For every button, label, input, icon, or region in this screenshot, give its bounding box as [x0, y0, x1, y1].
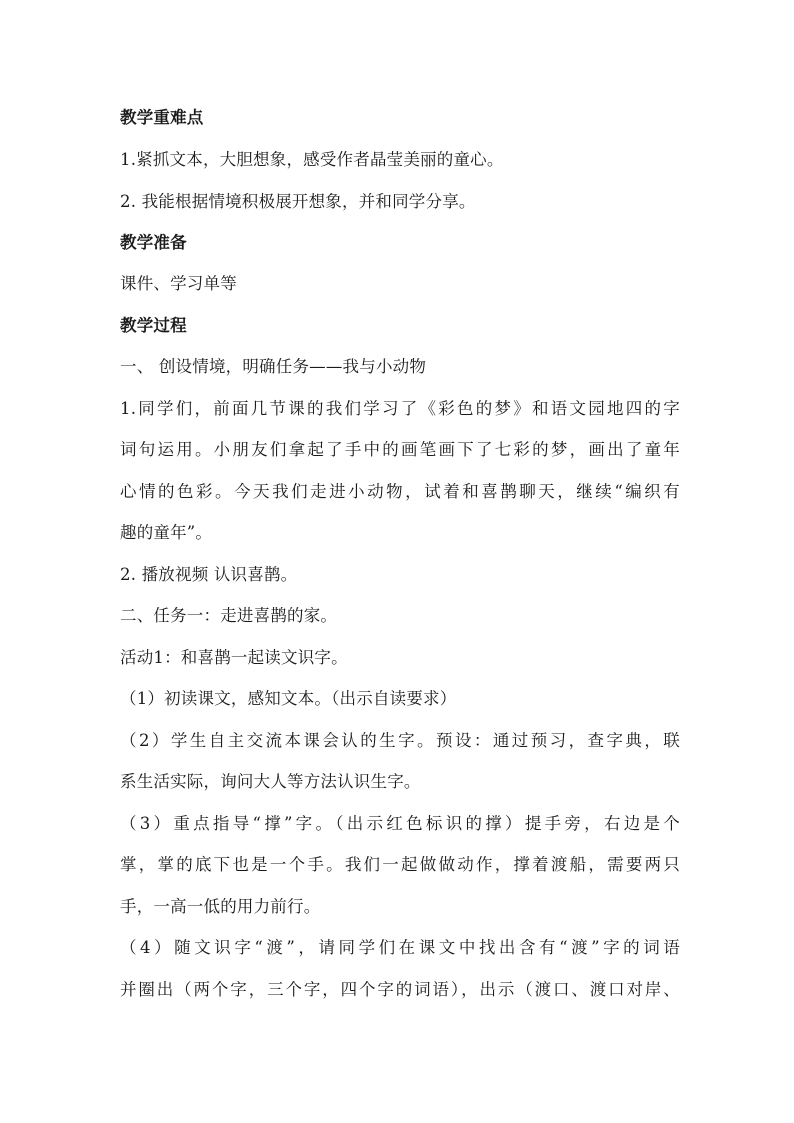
paragraph-1-line-2: 词句运用。小朋友们拿起了手中的画笔画下了七彩的梦，画出了童年 [120, 440, 680, 459]
activity-item-1: （1）初读课文，感知文本。（出示自读要求） [120, 689, 457, 708]
section-heading-process: 教学过程 [120, 316, 187, 335]
activity-item-3-line-3: 手，一高一低的用力前行。 [120, 897, 321, 916]
section-heading-key-points: 教学重难点 [120, 108, 204, 127]
activity-item-3-line-2: 掌，掌的底下也是一个手。我们一起做做动作，撑着渡船，需要两只 [120, 855, 680, 874]
key-point-2: 2. 我能根据情境积极展开想象，并和同学分享。 [120, 192, 476, 211]
paragraph-1-line-1: 1.同学们，前面几节课的我们学习了《彩色的梦》和语文园地四的字 [120, 399, 680, 418]
paragraph-2: 2. 播放视频 认识喜鹊。 [120, 565, 298, 584]
preparation-text: 课件、学习单等 [120, 274, 237, 293]
activity-item-2-line-1: （2）学生自主交流本课会认的生字。预设：通过预习，查字典，联 [120, 731, 680, 750]
paragraph-1-line-3: 心情的色彩。今天我们走进小动物，试着和喜鹊聊天，继续“编织有 [120, 482, 680, 501]
paragraph-1-line-4: 趣的童年”。 [120, 523, 213, 542]
activity-item-3-line-1: （3）重点指导“撑”字。（出示红色标识的撑）提手旁，右边是个 [120, 814, 680, 833]
activity-item-2-line-2: 系生活实际，询问大人等方法认识生字。 [120, 772, 421, 791]
key-point-1: 1.紧抓文本，大胆想象，感受作者晶莹美丽的童心。 [120, 150, 504, 169]
process-step-1-title: 一、 创设情境，明确任务——我与小动物 [120, 357, 427, 376]
activity-item-4-line-1: （4）随文识字“渡”，请同学们在课文中找出含有“渡”字的词语 [120, 938, 680, 957]
activity-1-title: 活动1：和喜鹊一起读文识字。 [120, 648, 348, 667]
section-heading-preparation: 教学准备 [120, 233, 187, 252]
activity-item-4-line-2: 并圈出（两个字，三个字，四个字的词语），出示（渡口、渡口对岸、 [120, 980, 680, 999]
task-1-title: 二、任务一：走进喜鹊的家。 [120, 606, 338, 625]
